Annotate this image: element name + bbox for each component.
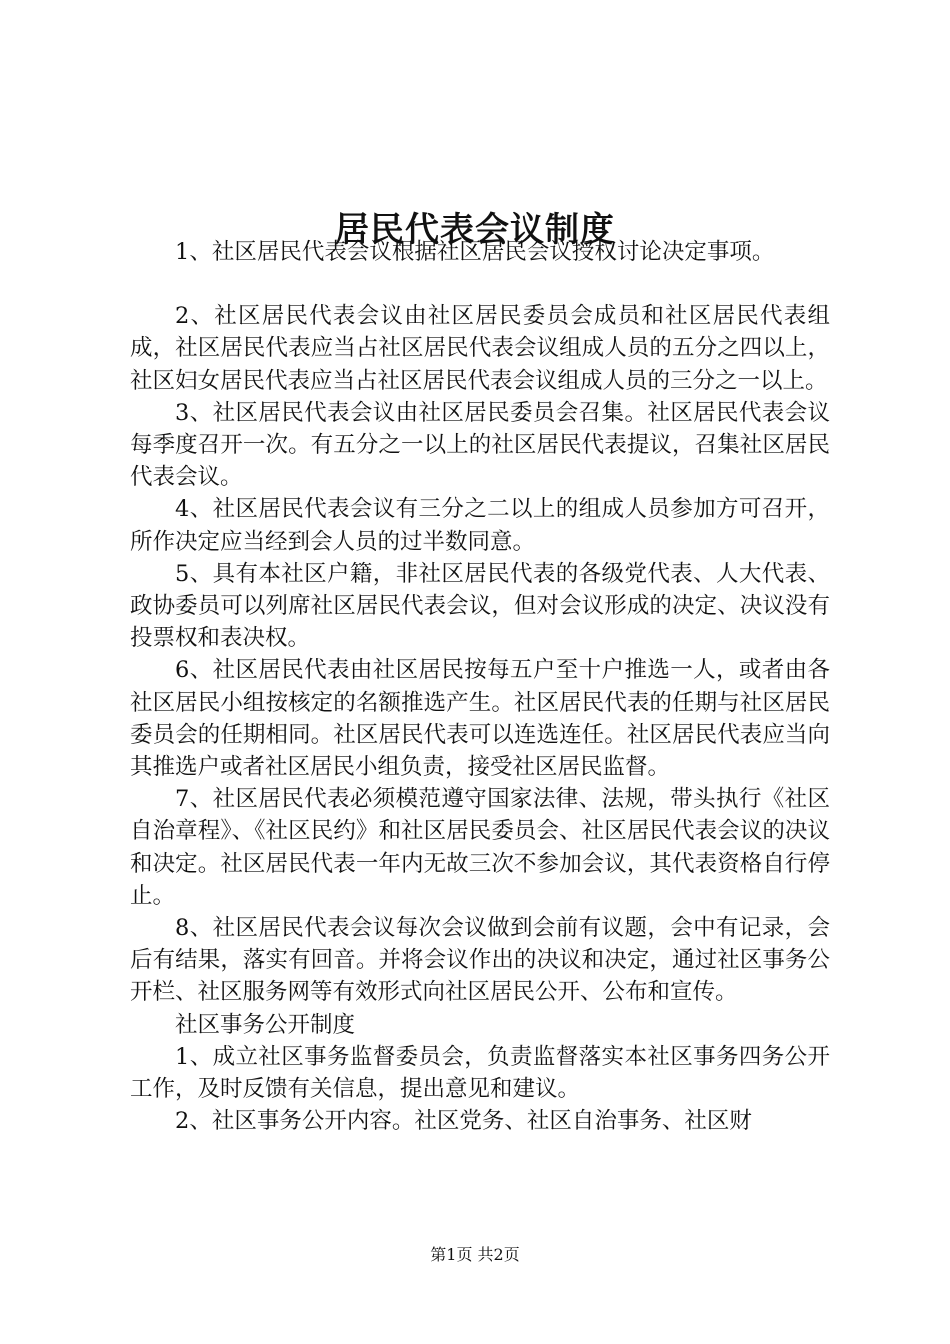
paragraph-9: 1、成立社区事务监督委员会，负责监督落实本社区事务四务公开工作，及时反馈有关信息，提出意见和建议。 — [130, 1043, 830, 1103]
paragraph-8: 8、社区居民代表会议每次会议做到会前有议题，会中有记录，会后有结果，落实有回音。并将会议作出的决议和决定，通过社区事务公开栏、社区服务网等有效形式向社区居民公开、公布和宣传。 — [130, 915, 830, 1006]
page-footer: 第1页 共2页 — [430, 1245, 520, 1264]
paragraph-7: 7、社区居民代表必须模范遵守国家法律、法规，带头执行《社区自治章程》、《社区民约》和社区居民委员会、社区居民代表会议的决议和决定。社区居民代表一年内无故三次不参加会议，其代表资格自行停止。 — [130, 786, 830, 909]
section-heading: 社区事务公开制度 — [175, 1011, 356, 1038]
paragraph-1: 1、社区居民代表会议根据社区居民会议授权讨论决定事项。 — [175, 239, 775, 265]
page-title: 居民代表会议制度 — [335, 209, 615, 250]
paragraph-2: 2、社区居民代表会议由社区居民委员会成员和社区居民代表组成，社区居民代表应当占社区居民代表会议组成人员的五分之四以上，社区妇女居民代表应当占社区居民代表会议组成人员的三分之一以上。 — [130, 303, 830, 394]
paragraph-4: 4、社区居民代表会议有三分之二以上的组成人员参加方可召开，所作决定应当经到会人员的过半数同意。 — [130, 496, 830, 555]
paragraph-10: 2、社区事务公开内容。社区党务、社区自治事务、社区财 — [175, 1108, 752, 1135]
document-body — [130, 236, 830, 1137]
paragraph-6: 6、社区居民代表由社区居民按每五户至十户推选一人，或者由各社区居民小组按核定的名额推选产生。社区居民代表的任期与社区居民委员会的任期相同。社区居民代表可以连选连任。社区居民代表应当向其推选户或者社区居民小组负责，接受社区居民监督。 — [130, 657, 830, 781]
paragraph-3: 3、社区居民代表会议由社区居民委员会召集。社区居民代表会议每季度召开一次。有五分之一以上的社区居民代表提议，召集社区居民代表会议。 — [130, 399, 830, 491]
paragraph-5: 5、具有本社区户籍，非社区居民代表的各级党代表、人大代表、政协委员可以列席社区居民代表会议，但对会议形成的决定、决议没有投票权和表决权。 — [130, 560, 830, 652]
